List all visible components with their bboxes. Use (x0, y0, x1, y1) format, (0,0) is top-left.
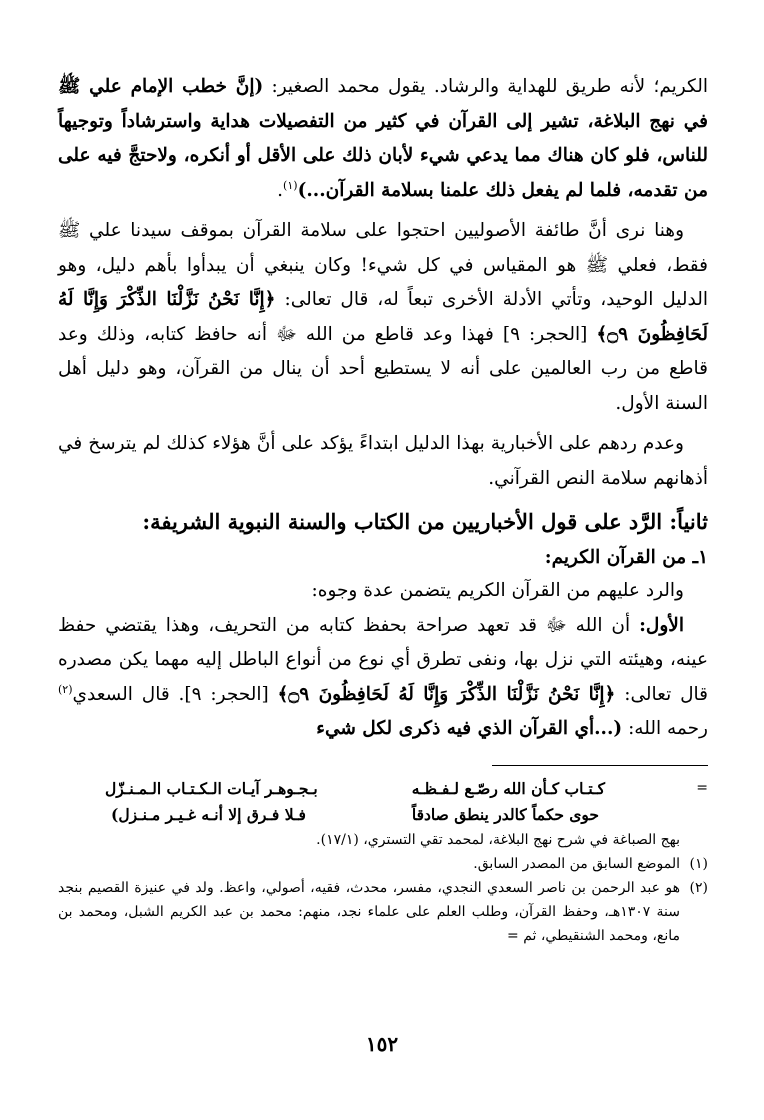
footnote-2-text: هو عبد الرحمن بن ناصر السعدي النجدي، مفسر، محدث، فقيه، أصولي، واعظ. ولد في عنيزة القصيم بنجد سنة ١٣٠٧هـ، وحفظ القرآن، وطلب العلم على علماء نجد، منهم: محمد بن عبد الكريم الشبل، ومحمد بن مانع، ومحمد الشنقيطي، ثم = (58, 879, 680, 944)
paragraph-1 (58, 70, 708, 208)
poem-line-2 (58, 802, 680, 828)
paragraph-5-text: أن الله ﷻ قد تعهد صراحة بحفظ كتابه من التحريف، وهذا يقتضي حفظ عينه، وهيئته التي نزل بها، ونفى تطرق أي نوع من أنواع الباطل إليه مهما يكن مصدره قال تعالى: (58, 614, 708, 705)
paragraph-1-intro: الكريم؛ لأنه طريق للهداية والرشاد. يقول محمد الصغير: (263, 76, 708, 97)
poem-line-2-right: حوى حكماً كالدر ينطق صادقاً (411, 804, 600, 824)
paragraph-5 (58, 609, 708, 747)
paragraph-4: والرد عليهم من القرآن الكريم يتضمن عدة وجوه: (311, 580, 684, 601)
paragraph-1-end: . (277, 179, 284, 201)
quran-verse: ﴿إِنَّا نَحْنُ نَزَّلْنَا الذِّكْرَ وَإِنَّا لَهُ لَحَافِظُونَ ۝٩﴾ (58, 289, 708, 345)
paragraph-5-honorific: رحمه الله: (622, 718, 708, 739)
poem-continuation (58, 776, 708, 852)
quran-verse-2: ﴿إِنَّا نَحْنُ نَزَّلْنَا الذِّكْرَ وَإِنَّا لَهُ لَحَافِظُونَ ۝٩﴾ (277, 683, 616, 705)
footnote-divider (492, 765, 708, 766)
page-number: ١٥٢ (365, 1032, 399, 1056)
section-heading: ثانياً: الرَّد على قول الأخباريين من الكتاب والسنة النبوية الشريفة: (142, 509, 708, 534)
footnote-ref-2[interactable]: (٢) (58, 682, 73, 696)
footnote-1 (58, 852, 708, 876)
main-text (58, 70, 708, 747)
poem-source: بهج الصباغة في شرح نهج البلاغة، لمحمد تقي التستري، (١٧/١). (316, 831, 680, 848)
poem-line-2-left: فـلا فـرق إلا أنـه غـيـر مـنـزل) (110, 804, 306, 824)
poem-line-1-left: بـجـوهـر آيـات الـكـتـاب الـمـنـزّل (105, 778, 318, 798)
paragraph-5-citation: [الحجر: ٩]. قال السعدي (72, 683, 278, 705)
paragraph-5-quote: (...أي القرآن الذي فيه ذكرى لكل شيء (316, 718, 623, 739)
footnote-1-number: (١) (689, 855, 708, 872)
continuation-mark: = (696, 779, 708, 796)
quote-bold: (إنَّ خطب الإمام علي ﷺ في نهج البلاغة، تشير إلى القرآن في كثير من التفصيلات هداية واسترشاداً وتوجيهاً للناس، فلو كان هناك مما يدعي شيء لأبان ذلك على الأقل أو أنكره، ولاحتجَّ فيه على من تقدمه، فلما لم يفعل ذلك علمنا بسلامة القرآن...) (58, 76, 708, 201)
paragraph-3: وعدم ردهم على الأخبارية بهذا الدليل ابتداءً يؤكد على أنَّ هؤلاء كذلك لم يترسخ في أذهانهم سلامة النص القرآني. (58, 433, 708, 489)
footnote-1-text: الموضع السابق من المصدر السابق. (473, 855, 680, 872)
point-label: الأول: (639, 614, 684, 636)
poem-line-1 (58, 776, 680, 802)
footnote-ref-1[interactable]: (١) (283, 178, 298, 192)
subsection-heading: ١ـ من القرآن الكريم: (544, 547, 708, 568)
paragraph-2-text: وهنا نرى أنَّ طائفة الأصوليين احتجوا على سلامة القرآن بموقف سيدنا علي ﷺ فقط، فعلي ﷺ هو المقياس في كل شيء! وكان ينبغي أن يبدأوا بأهم دليل، وهو الدليل الوحيد، وتأتي الأدلة الأخرى تبعاً له، قال تعالى: (58, 220, 708, 310)
footnote-2-number: (٢) (689, 879, 708, 896)
paragraph-2 (58, 214, 708, 421)
footnote-2 (58, 876, 708, 948)
footnotes (58, 776, 708, 948)
poem-block (58, 776, 680, 852)
poem-line-1-right: كـتـاب كـأن الله رصّـع لـفـظـه (411, 778, 605, 798)
paragraph-2-rest: [الحجر: ٩] فهذا وعد قاطع من الله ﷻ أنه حافظ كتابه، وذلك وعد قاطع من رب العالمين على أنه لا يستطيع أحد أن ينال من القرآن، وهو دليل أهل السنة الأول. (58, 323, 708, 414)
